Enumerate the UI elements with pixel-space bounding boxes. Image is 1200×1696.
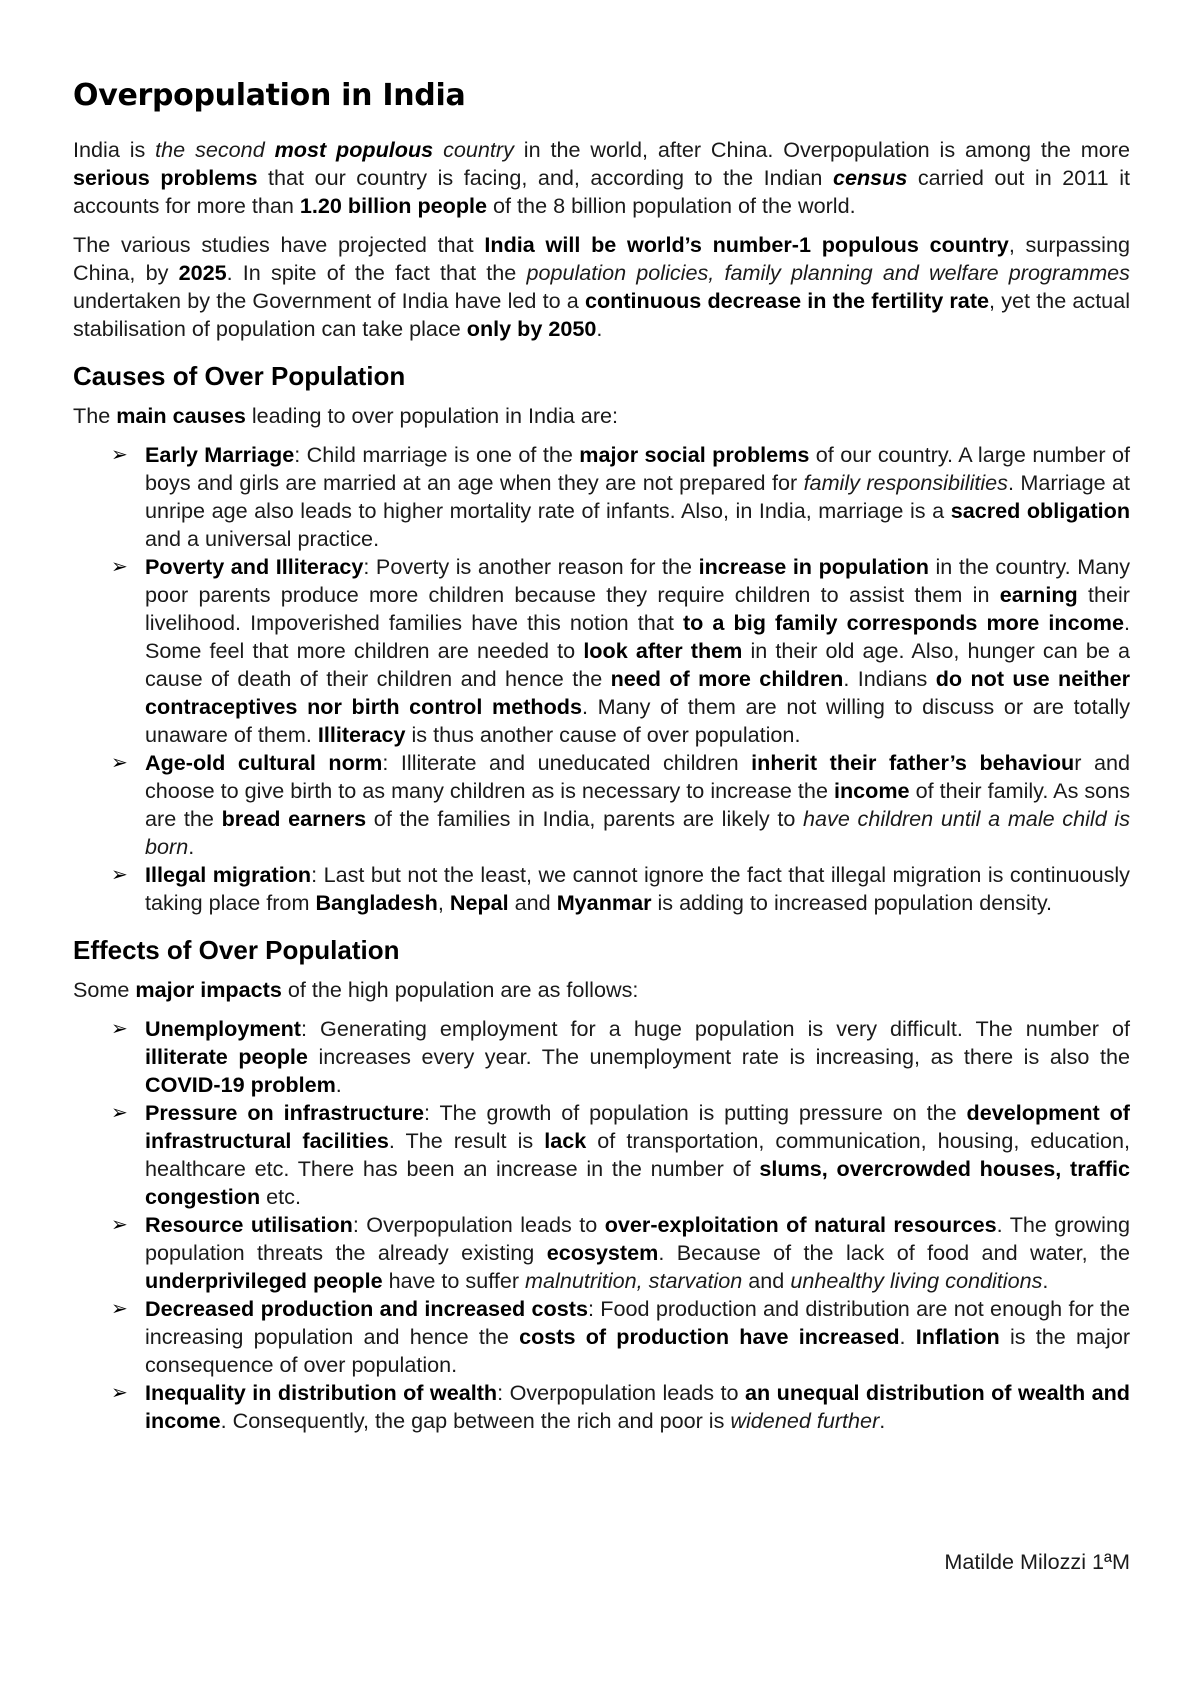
- text-run: r and choose to give birth to as many children as is necessary to increase the: [145, 750, 1131, 803]
- emphasized-text: illiterate people: [145, 1044, 308, 1069]
- emphasized-text: population policies, family planning and welfare programmes: [526, 260, 1130, 285]
- text-run: : Generating employment for a huge population is very difficult. The number of: [300, 1016, 1130, 1041]
- emphasized-text: census: [832, 165, 908, 190]
- emphasized-text: have children until a male child is born: [145, 806, 1130, 859]
- text-run: .: [879, 1408, 886, 1433]
- text-run: , yet the actual stabilisation of population can take place: [73, 288, 1131, 341]
- emphasized-text: Bangladesh: [315, 890, 438, 915]
- text-run: : Overpopulation leads to: [497, 1380, 746, 1405]
- arrowhead-bullet-icon: ➢: [111, 752, 128, 774]
- emphasized-text: underprivileged people: [145, 1268, 383, 1293]
- text-run: increases every year. The unemployment rate is increasing, as there is also the: [307, 1044, 1130, 1069]
- emphasized-text: Decreased production and increased costs: [145, 1296, 588, 1321]
- list-item: [73, 553, 1130, 749]
- text-run: of transportation, communication, housing, education, healthcare etc. There has been an increase in the number of: [145, 1128, 1131, 1181]
- emphasized-text: ecosystem: [546, 1240, 659, 1265]
- causes-intro: [73, 402, 1130, 430]
- emphasized-text: malnutrition, starvation: [525, 1268, 743, 1293]
- emphasized-text: Inflation: [915, 1324, 1000, 1349]
- text-run: : Poverty is another reason for the: [363, 554, 699, 579]
- emphasized-text: main causes: [116, 403, 246, 428]
- emphasized-text: Poverty and Illiteracy: [145, 554, 364, 579]
- arrowhead-bullet-icon: ➢: [111, 1382, 128, 1404]
- emphasized-text: India will be world’s number-1 populous country: [484, 232, 1009, 257]
- text-run: have to suffer: [382, 1268, 526, 1293]
- emphasized-text: 2025: [178, 260, 227, 285]
- emphasized-text: earning: [999, 582, 1078, 607]
- emphasized-text: costs of production have increased: [519, 1324, 900, 1349]
- text-run: ,: [437, 890, 450, 915]
- text-run: . Many of them are not willing to discuss or are totally unaware of them.: [145, 694, 1130, 747]
- text-run: of the high population are as follows:: [281, 977, 639, 1002]
- text-run: . Marriage at unripe age also leads to higher mortality rate of infants. Also, in India, marriage is a: [145, 470, 1130, 523]
- emphasized-text: Nepal: [449, 890, 509, 915]
- emphasized-text: the second: [155, 137, 275, 162]
- text-run: .: [188, 834, 195, 859]
- arrowhead-bullet-icon: ➢: [111, 1102, 128, 1124]
- emphasized-text: unhealthy living conditions: [790, 1268, 1043, 1293]
- text-run: of the families in India, parents are likely to: [366, 806, 804, 831]
- emphasized-text: bread earners: [221, 806, 367, 831]
- emphasized-text: serious problems: [73, 165, 258, 190]
- text-run: of their family. As sons are the: [145, 778, 1130, 831]
- text-run: . The result is: [388, 1128, 545, 1153]
- emphasized-text: slums, overcrowded houses, traffic congestion: [145, 1156, 1131, 1209]
- arrowhead-bullet-icon: ➢: [111, 1214, 128, 1236]
- text-run: in the world, after China. Overpopulation is among the more: [513, 137, 1131, 162]
- emphasized-text: family responsibilities: [803, 470, 1008, 495]
- text-run: of our country. A large number of boys and girls are married at an age when they are not prepared for: [145, 442, 1131, 495]
- text-run: : The growth of population is putting pressure on the: [423, 1100, 967, 1125]
- text-run: . The growing population threats the already existing: [145, 1212, 1130, 1265]
- text-run: that our country is facing, and, according to the Indian: [257, 165, 833, 190]
- emphasized-text: need of more children: [610, 666, 844, 691]
- text-run: , surpassing China, by: [73, 232, 1130, 285]
- arrowhead-bullet-icon: ➢: [111, 1018, 128, 1040]
- emphasized-text: only by 2050: [466, 316, 597, 341]
- emphasized-text: Age-old cultural norm: [145, 750, 383, 775]
- arrowhead-bullet-icon: ➢: [111, 444, 128, 466]
- emphasized-text: an unequal distribution of wealth and income: [145, 1380, 1130, 1433]
- effects-heading: Effects of Over Population: [73, 935, 400, 965]
- emphasized-text: look after them: [583, 638, 743, 663]
- emphasized-text: Illiteracy: [317, 722, 406, 747]
- text-run: .: [335, 1072, 342, 1097]
- emphasized-text: Illegal migration: [145, 862, 312, 887]
- emphasized-text: increase in population: [698, 554, 929, 579]
- text-run: in the country. Many poor parents produce more children because they require children to assist them in: [145, 554, 1131, 607]
- text-run: .: [899, 1324, 916, 1349]
- intro-paragraph-1: [73, 136, 1130, 220]
- text-run: and: [742, 1268, 791, 1293]
- text-run: leading to over population in India are:: [245, 403, 619, 428]
- author-signature: Matilde Milozzi 1ªM: [944, 1549, 1130, 1574]
- effects-list: [73, 1015, 1130, 1435]
- text-run: The: [73, 403, 117, 428]
- text-run: etc.: [260, 1184, 301, 1209]
- list-item: [73, 861, 1130, 917]
- emphasized-text: 1.20 billion people: [299, 193, 488, 218]
- emphasized-text: COVID-19 problem: [145, 1072, 336, 1097]
- emphasized-text: country: [433, 137, 514, 162]
- list-item: [73, 1015, 1130, 1099]
- list-item: [73, 1211, 1130, 1295]
- emphasized-text: major social problems: [579, 442, 810, 467]
- text-run: and a universal practice.: [145, 526, 380, 551]
- text-run: : Illiterate and uneducated children: [382, 750, 752, 775]
- list-item: [73, 441, 1130, 553]
- text-run: and: [508, 890, 557, 915]
- arrowhead-bullet-icon: ➢: [111, 556, 128, 578]
- causes-list: [73, 441, 1130, 917]
- emphasized-text: Resource utilisation: [145, 1212, 353, 1237]
- emphasized-text: lack: [544, 1128, 587, 1153]
- emphasized-text: over-exploitation of natural resources: [604, 1212, 997, 1237]
- emphasized-text: Unemployment: [145, 1016, 301, 1041]
- emphasized-text: Early Marriage: [145, 442, 295, 467]
- page-title: Overpopulation in India: [73, 78, 466, 113]
- emphasized-text: income: [833, 778, 910, 803]
- list-item: [73, 1379, 1130, 1435]
- text-run: : Last but not the least, we cannot ignore the fact that illegal migration is continuously taking place from: [145, 862, 1130, 915]
- emphasized-text: Myanmar: [556, 890, 652, 915]
- emphasized-text: Inequality in distribution of wealth: [145, 1380, 498, 1405]
- emphasized-text: sacred obligation: [950, 498, 1131, 523]
- list-item: [73, 749, 1130, 861]
- text-run: : Child marriage is one of the: [294, 442, 580, 467]
- text-run: .: [1042, 1268, 1049, 1293]
- text-run: . Because of the lack of food and water, the: [658, 1240, 1130, 1265]
- text-run: . Indians: [843, 666, 936, 691]
- emphasized-text: continuous decrease in the fertility rate: [584, 288, 990, 313]
- text-run: : Food production and distribution are not enough for the increasing population and hence the: [145, 1296, 1130, 1349]
- causes-heading: Causes of Over Population: [73, 361, 406, 391]
- emphasized-text: most populous: [274, 137, 434, 162]
- text-run: their livelihood. Impoverished families have this notion that: [145, 582, 1130, 635]
- list-item: [73, 1099, 1130, 1211]
- text-run: . Some feel that more children are needed to: [145, 610, 1130, 663]
- emphasized-text: inherit their father’s behaviou: [751, 750, 1075, 775]
- intro-paragraph-2: [73, 231, 1130, 343]
- text-run: : Overpopulation leads to: [352, 1212, 605, 1237]
- text-run: .: [596, 316, 603, 341]
- text-run: . Consequently, the gap between the rich and poor is: [220, 1408, 731, 1433]
- text-run: . In spite of the fact that the: [226, 260, 527, 285]
- text-run: The various studies have projected that: [73, 232, 485, 257]
- text-run: Some: [73, 977, 136, 1002]
- arrowhead-bullet-icon: ➢: [111, 1298, 128, 1320]
- emphasized-text: to a big family corresponds more income: [682, 610, 1124, 635]
- text-run: carried out in 2011 it accounts for more than: [73, 165, 1130, 218]
- emphasized-text: major impacts: [135, 977, 282, 1002]
- emphasized-text: widened further: [730, 1408, 880, 1433]
- text-run: undertaken by the Government of India have led to a: [73, 288, 585, 313]
- emphasized-text: do not use neither contraceptives nor birth control methods: [145, 666, 1130, 719]
- emphasized-text: development of infrastructural facilities: [145, 1100, 1130, 1153]
- text-run: in their old age. Also, hunger can be a cause of death of their children and hence the: [145, 638, 1130, 691]
- text-run: is the major consequence of over population.: [145, 1324, 1131, 1377]
- text-run: of the 8 billion population of the world.: [487, 193, 856, 218]
- list-item: [73, 1295, 1130, 1379]
- emphasized-text: Pressure on infrastructure: [145, 1100, 424, 1125]
- effects-intro: [73, 976, 1130, 1004]
- arrowhead-bullet-icon: ➢: [111, 864, 128, 886]
- text-run: is thus another cause of over population.: [405, 722, 801, 747]
- text-run: is adding to increased population density.: [651, 890, 1053, 915]
- text-run: India is: [73, 137, 156, 162]
